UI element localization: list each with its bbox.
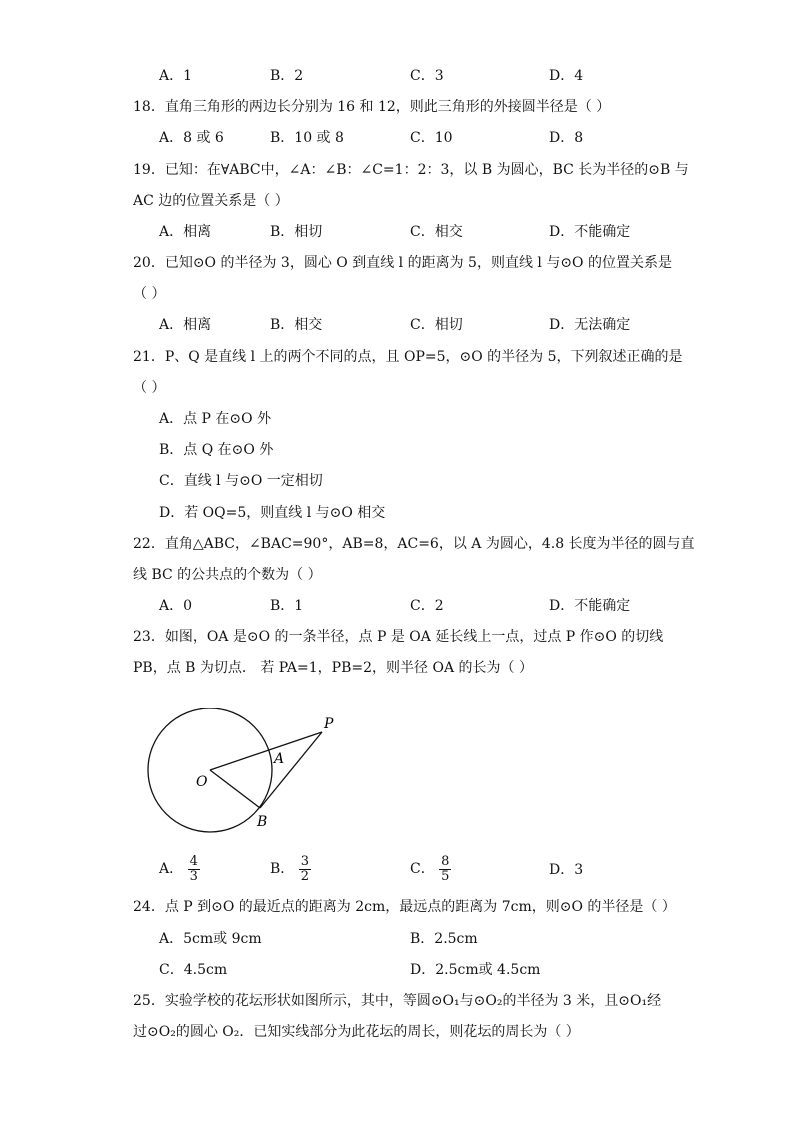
q22-stem-line2: 线 BC 的公共点的个数为（ ） <box>133 567 322 583</box>
q22-option-d: D．不能确定 <box>549 598 631 614</box>
segment-ob <box>210 770 260 808</box>
fraction-numerator: 8 <box>441 853 450 869</box>
q17-option-c: C．3 <box>410 68 444 84</box>
fraction-denominator: 2 <box>300 868 310 884</box>
q19-stem-line1: 19．已知：在∀ABC中，∠A：∠B：∠C=1：2：3，以 B 为圆心，BC 长为半径的⊙B 与 <box>133 162 689 178</box>
q20-stem-line1: 20．已知⊙O 的半径为 3，圆心 O 到直线 l 的距离为 5，则直线 l 与⊙O 的位置关系是 <box>133 255 672 271</box>
fraction-denominator: 3 <box>189 868 198 884</box>
tangent-pb <box>260 732 322 808</box>
label-p: P <box>324 716 334 732</box>
q23-stem-line1: 23．如图，OA 是⊙O 的一条半径，点 P 是 OA 延长线上一点，过点 P 作⊙O 的切线 <box>133 629 664 645</box>
q23-stem-line2: PB，点 B 为切点． 若 PA=1，PB=2，则半径 OA 的长为（ ） <box>133 660 533 676</box>
circle-tangent-figure <box>140 708 340 838</box>
label-b: B <box>257 814 268 830</box>
q18-stem: 18．直角三角形的两边长分别为 16 和 12，则此三角形的外接圆半径是（ ） <box>133 99 611 115</box>
q23-option-b-letter: B． <box>270 861 295 877</box>
q22-option-a: A．0 <box>159 598 193 614</box>
q21-option-c: C．直线 l 与⊙O 一定相切 <box>159 473 323 489</box>
fraction-numerator: 4 <box>189 853 198 869</box>
q17-option-a: A．1 <box>159 68 193 84</box>
q20-option-a: A．相离 <box>159 317 212 333</box>
q18-option-a: A．8 或 6 <box>159 130 224 146</box>
q24-option-d: D．2.5cm或 4.5cm <box>410 962 541 978</box>
q21-option-a: A．点 P 在⊙O 外 <box>159 411 272 427</box>
q18-option-d: D．8 <box>549 130 584 146</box>
q21-option-b: B．点 Q 在⊙O 外 <box>159 442 274 458</box>
q24-stem: 24．点 P 到⊙O 的最近点的距离为 2cm，最远点的距离为 7cm，则⊙O 的半径是（ ） <box>133 899 676 915</box>
q20-option-c: C．相切 <box>410 317 463 333</box>
q23-option-c <box>410 854 451 884</box>
q23-option-a-letter: A． <box>159 861 184 877</box>
q23-option-d-letter: D． <box>549 862 575 878</box>
q19-option-d: D．不能确定 <box>549 224 631 240</box>
q20-option-b: B．相交 <box>270 317 323 333</box>
q23-option-b-fraction <box>299 855 311 884</box>
fraction-numerator: 3 <box>300 853 310 869</box>
q22-stem-line1: 22．直角△ABC，∠BAC=90°，AB=8，AC=6，以 A 为圆心，4.8 长度为半径的圆与直 <box>133 536 695 552</box>
q23-option-c-letter: C． <box>410 861 435 877</box>
q23-option-b <box>270 854 311 884</box>
q18-option-c: C．10 <box>410 130 453 146</box>
q23-option-d-value: 3 <box>574 862 584 878</box>
q19-option-b: B．相切 <box>270 224 323 240</box>
q20-stem-line2: （ ） <box>133 286 166 302</box>
q17-option-b: B．2 <box>270 68 304 84</box>
q23-option-d <box>549 861 583 879</box>
label-o: O <box>196 774 208 790</box>
q20-option-d: D．无法确定 <box>549 317 631 333</box>
fraction-denominator: 5 <box>441 868 450 884</box>
segment-op <box>210 732 322 770</box>
q19-stem-line2: AC 边的位置关系是（ ） <box>133 193 289 209</box>
q19-option-c: C．相交 <box>410 224 463 240</box>
q22-option-b: B．1 <box>270 598 304 614</box>
q24-option-b: B．2.5cm <box>410 931 478 947</box>
q21-stem-line2: （ ） <box>133 380 166 396</box>
q24-option-c: C．4.5cm <box>159 962 228 978</box>
q23-option-a-fraction <box>188 855 200 884</box>
q21-stem-line1: 21．P、Q 是直线 l 上的两个不同的点，且 OP=5，⊙O 的半径为 5，下列叙述正确的是 <box>133 349 683 365</box>
q23-option-a <box>159 854 200 884</box>
q23-option-c-fraction <box>439 855 451 884</box>
label-a: A <box>274 751 285 767</box>
q19-option-a: A．相离 <box>159 224 212 240</box>
q25-stem-line2: 过⊙O₂的圆心 O₂．已知实线部分为此花坛的周长，则花坛的周长为（ ） <box>133 1024 580 1040</box>
q25-stem-line1: 25．实验学校的花坛形状如图所示，其中，等圆⊙O₁与⊙O₂的半径为 3 米，且⊙O₁经 <box>133 993 662 1009</box>
q22-option-c: C．2 <box>410 598 444 614</box>
q24-option-a: A．5cm或 9cm <box>159 931 262 947</box>
q21-option-d: D．若 OQ=5，则直线 l 与⊙O 相交 <box>159 505 386 521</box>
q18-option-b: B．10 或 8 <box>270 130 344 146</box>
q17-option-d: D．4 <box>549 68 584 84</box>
